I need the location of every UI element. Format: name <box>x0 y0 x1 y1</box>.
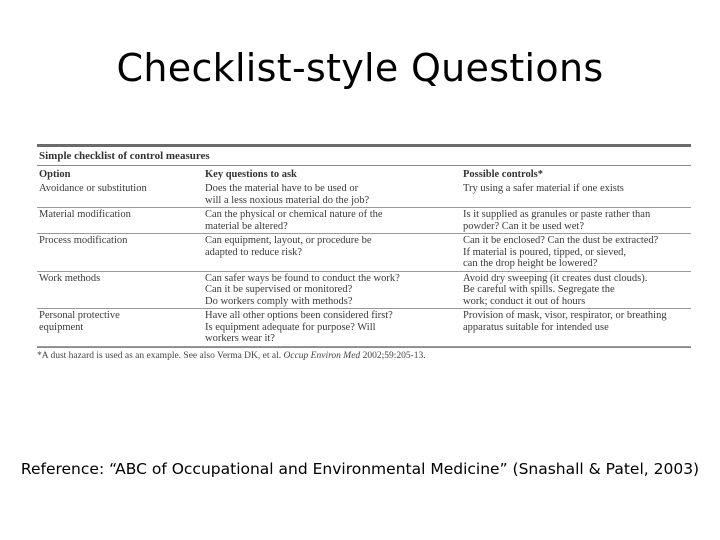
controls-cell <box>461 234 691 272</box>
cell-line: Avoidance or substitution <box>39 183 147 194</box>
cell-line: Process modification <box>39 235 128 246</box>
cell-line: equipment <box>39 321 84 333</box>
cell-line: Can it be enclosed? Can the dust be extracted? <box>463 235 659 246</box>
option-cell <box>37 271 203 309</box>
slide-title: Checklist-style Questions <box>116 46 604 90</box>
table-row <box>37 208 691 234</box>
table-row <box>37 309 691 347</box>
cell-line: material be altered? <box>205 220 288 232</box>
cell-line: Can it be supervised or monitored? <box>205 284 353 295</box>
cell-line: adapted to reduce risk? <box>205 246 303 258</box>
cell-line: Work methods <box>39 272 101 284</box>
cell-line: Can the physical or chemical nature of the <box>205 209 383 220</box>
cell-line: Have all other options been considered first? <box>205 310 393 321</box>
cell-line: Can equipment, layout, or procedure be <box>205 235 372 246</box>
option-cell <box>37 208 203 234</box>
cell-line: Provision of mask, visor, respirator, or breathing <box>463 310 667 321</box>
controls-cell <box>461 271 691 309</box>
checklist-table <box>37 144 691 361</box>
cell-line: Personal protective <box>39 310 120 321</box>
cell-line: powder? Can it be used wet? <box>463 220 585 232</box>
footnote-citation: 2002;59:205-13. <box>362 350 426 361</box>
cell-line: Do workers comply with methods? <box>205 295 353 307</box>
questions-cell <box>203 182 461 208</box>
cell-line: can the drop height be lowered? <box>463 258 598 269</box>
cell-line: work; conduct it out of hours <box>463 295 586 307</box>
questions-cell <box>203 234 461 272</box>
cell-line: Be careful with spills. Segregate the <box>463 284 615 295</box>
table-row <box>37 234 691 272</box>
column-header-option: Option <box>39 169 71 180</box>
questions-cell <box>203 271 461 309</box>
cell-line: If material is poured, tipped, or sieved, <box>463 246 626 258</box>
table-footnote <box>37 348 691 361</box>
cell-line: Is it supplied as granules or paste rather than <box>463 209 651 220</box>
cell-line: apparatus suitable for intended use <box>463 321 609 333</box>
table-header-row <box>37 166 691 182</box>
table-row <box>37 271 691 309</box>
controls-cell <box>461 309 691 347</box>
column-header-controls: Possible controls* <box>463 169 544 180</box>
cell-line: Material modification <box>39 209 131 220</box>
table-caption: Simple checklist of control measures <box>39 150 210 162</box>
questions-cell <box>203 208 461 234</box>
table-body <box>37 182 691 346</box>
cell-line: Can safer ways be found to conduct the work? <box>205 272 400 284</box>
table-row <box>37 182 691 208</box>
option-cell <box>37 309 203 347</box>
controls-cell <box>461 182 691 208</box>
cell-line: Is equipment adequate for purpose? Will <box>205 321 376 333</box>
option-cell <box>37 182 203 208</box>
reference-text: Reference: “ABC of Occupational and Environmental Medicine” (Snashall & Patel, 2003) <box>20 460 700 478</box>
cell-line: Avoid dry sweeping (it creates dust clouds). <box>463 272 648 284</box>
footnote-journal: Occup Environ Med <box>283 350 361 361</box>
cell-line: Does the material have to be used or <box>205 183 359 194</box>
controls-cell <box>461 208 691 234</box>
footnote-text: *A dust hazard is used as an example. See also Verma DK, et al. <box>37 350 282 361</box>
cell-line: will a less noxious material do the job? <box>205 194 370 206</box>
cell-line: Try using a safer material if one exists <box>463 183 624 194</box>
column-header-questions: Key questions to ask <box>205 169 297 180</box>
control-measures-table <box>37 166 691 347</box>
questions-cell <box>203 309 461 347</box>
option-cell <box>37 234 203 272</box>
cell-line: workers wear it? <box>205 333 275 344</box>
